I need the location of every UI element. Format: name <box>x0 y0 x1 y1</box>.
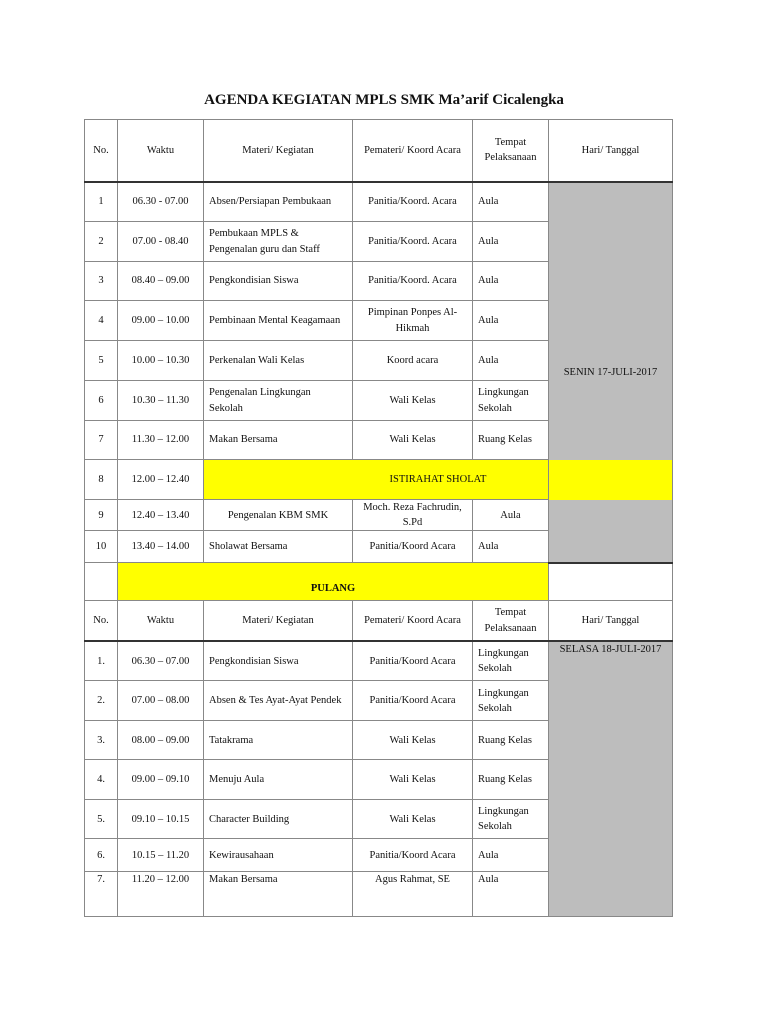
row-speaker: Wali Kelas <box>353 760 473 800</box>
header-row <box>85 120 673 182</box>
row-activity: Character Building <box>204 800 353 839</box>
row-place: Ruang Kelas <box>473 760 549 800</box>
row-no: 9 <box>85 500 118 531</box>
row-no: 5. <box>85 800 118 839</box>
row-time: 09.00 – 10.00 <box>118 301 204 341</box>
row-place: Aula <box>473 182 549 222</box>
header-tempat: Tempat Pelaksanaan <box>473 120 549 182</box>
row-activity: Pengkondisian Siswa <box>204 641 353 681</box>
row-speaker: Koord acara <box>353 341 473 381</box>
row-time: 07.00 - 08.40 <box>118 222 204 262</box>
row-no: 4. <box>85 760 118 800</box>
break-row <box>85 460 673 500</box>
header-pemateri: Pemateri/ Koord Acara <box>353 601 473 641</box>
row-place: Aula <box>473 262 549 301</box>
row-speaker: Wali Kelas <box>353 800 473 839</box>
row-speaker: Wali Kelas <box>353 721 473 760</box>
row-activity: Menuju Aula <box>204 760 353 800</box>
row-no: 2. <box>85 681 118 721</box>
header-hari: Hari/ Tanggal <box>549 601 673 641</box>
row-time: 08.40 – 09.00 <box>118 262 204 301</box>
row-time: 08.00 – 09.00 <box>118 721 204 760</box>
row-place: Lingkungan Sekolah <box>473 641 549 681</box>
header-hari: Hari/ Tanggal <box>549 120 673 182</box>
row-speaker: Panitia/Koord Acara <box>353 681 473 721</box>
row-activity: Tatakrama <box>204 721 353 760</box>
header-waktu: Waktu <box>118 120 204 182</box>
row-no: 5 <box>85 341 118 381</box>
empty-cell <box>549 563 673 601</box>
page-title: AGENDA KEGIATAN MPLS SMK Ma’arif Cicalengka <box>204 92 564 108</box>
row-no: 3. <box>85 721 118 760</box>
row-no: 6. <box>85 839 118 872</box>
row-speaker: Panitia/Koord Acara <box>353 839 473 872</box>
row-activity: Pembukaan MPLS & Pengenalan guru dan Staff <box>204 222 353 262</box>
row-place: Aula <box>473 222 549 262</box>
row-activity: Kewirausahaan <box>204 839 353 872</box>
table-row <box>85 641 673 681</box>
row-time: 11.20 – 12.00 <box>118 872 204 917</box>
header-waktu: Waktu <box>118 601 204 641</box>
row-time: 06.30 - 07.00 <box>118 182 204 222</box>
row-time: 09.00 – 09.10 <box>118 760 204 800</box>
row-no: 8 <box>85 460 118 500</box>
row-speaker: Pimpinan Ponpes Al-Hikmah <box>353 301 473 341</box>
row-speaker: Agus Rahmat, SE <box>353 872 473 917</box>
header-materi: Materi/ Kegiatan <box>204 120 353 182</box>
row-place: Lingkungan Sekolah <box>473 800 549 839</box>
row-place: Lingkungan Sekolah <box>473 681 549 721</box>
row-speaker: Wali Kelas <box>353 421 473 460</box>
row-time: 10.30 – 11.30 <box>118 381 204 421</box>
row-activity: Pengenalan KBM SMK <box>204 500 353 531</box>
row-speaker: Panitia/Koord. Acara <box>353 222 473 262</box>
header-tempat: Tempat Pelaksanaan <box>473 601 549 641</box>
empty-cell <box>85 563 118 601</box>
row-activity: Absen/Persiapan Pembukaan <box>204 182 353 222</box>
row-time: 12.00 – 12.40 <box>118 460 204 500</box>
row-speaker: Wali Kelas <box>353 381 473 421</box>
row-speaker: Moch. Reza Fachrudin, S.Pd <box>353 500 473 531</box>
header-row <box>85 601 673 641</box>
day-date: SELASA 18-JULI-2017 <box>549 641 673 917</box>
row-place: Aula <box>473 301 549 341</box>
row-no: 4 <box>85 301 118 341</box>
header-materi: Materi/ Kegiatan <box>204 601 353 641</box>
row-no: 1. <box>85 641 118 681</box>
row-no: 6 <box>85 381 118 421</box>
row-place: Ruang Kelas <box>473 721 549 760</box>
row-no: 7 <box>85 421 118 460</box>
row-time: 12.40 – 13.40 <box>118 500 204 531</box>
row-time: 11.30 – 12.00 <box>118 421 204 460</box>
row-activity: Absen & Tes Ayat-Ayat Pendek <box>204 681 353 721</box>
row-time: 07.00 – 08.00 <box>118 681 204 721</box>
end-row <box>85 563 673 601</box>
table-row <box>85 182 673 222</box>
row-place: Aula <box>473 531 549 563</box>
header-pemateri: Pemateri/ Koord Acara <box>353 120 473 182</box>
row-speaker: Panitia/Koord. Acara <box>353 262 473 301</box>
row-speaker: Panitia/Koord Acara <box>353 531 473 563</box>
row-time: 10.00 – 10.30 <box>118 341 204 381</box>
row-no: 10 <box>85 531 118 563</box>
break-label: ISTIRAHAT SHOLAT <box>204 460 673 500</box>
row-speaker: Panitia/Koord. Acara <box>353 182 473 222</box>
row-no: 3 <box>85 262 118 301</box>
row-activity: Sholawat Bersama <box>204 531 353 563</box>
row-activity: Makan Bersama <box>204 421 353 460</box>
row-time: 06.30 – 07.00 <box>118 641 204 681</box>
row-place: Aula <box>473 839 549 872</box>
row-time: 13.40 – 14.00 <box>118 531 204 563</box>
row-place: Aula <box>473 872 549 917</box>
row-no: 1 <box>85 182 118 222</box>
row-place: Aula <box>473 500 549 531</box>
row-place: Lingkungan Sekolah <box>473 381 549 421</box>
row-time: 10.15 – 11.20 <box>118 839 204 872</box>
row-activity: Perkenalan Wali Kelas <box>204 341 353 381</box>
header-no: No. <box>85 601 118 641</box>
row-no: 2 <box>85 222 118 262</box>
row-place: Ruang Kelas <box>473 421 549 460</box>
row-activity: Makan Bersama <box>204 872 353 917</box>
row-activity: Pengkondisian Siswa <box>204 262 353 301</box>
row-time: 09.10 – 10.15 <box>118 800 204 839</box>
row-speaker: Panitia/Koord Acara <box>353 641 473 681</box>
day-date: SENIN 17-JULI-2017 <box>549 182 673 563</box>
row-place: Aula <box>473 341 549 381</box>
row-activity: Pembinaan Mental Keagamaan <box>204 301 353 341</box>
header-no: No. <box>85 120 118 182</box>
row-no: 7. <box>85 872 118 917</box>
end-label: PULANG <box>118 563 549 601</box>
agenda-table <box>84 119 673 917</box>
row-activity: Pengenalan Lingkungan Sekolah <box>204 381 353 421</box>
